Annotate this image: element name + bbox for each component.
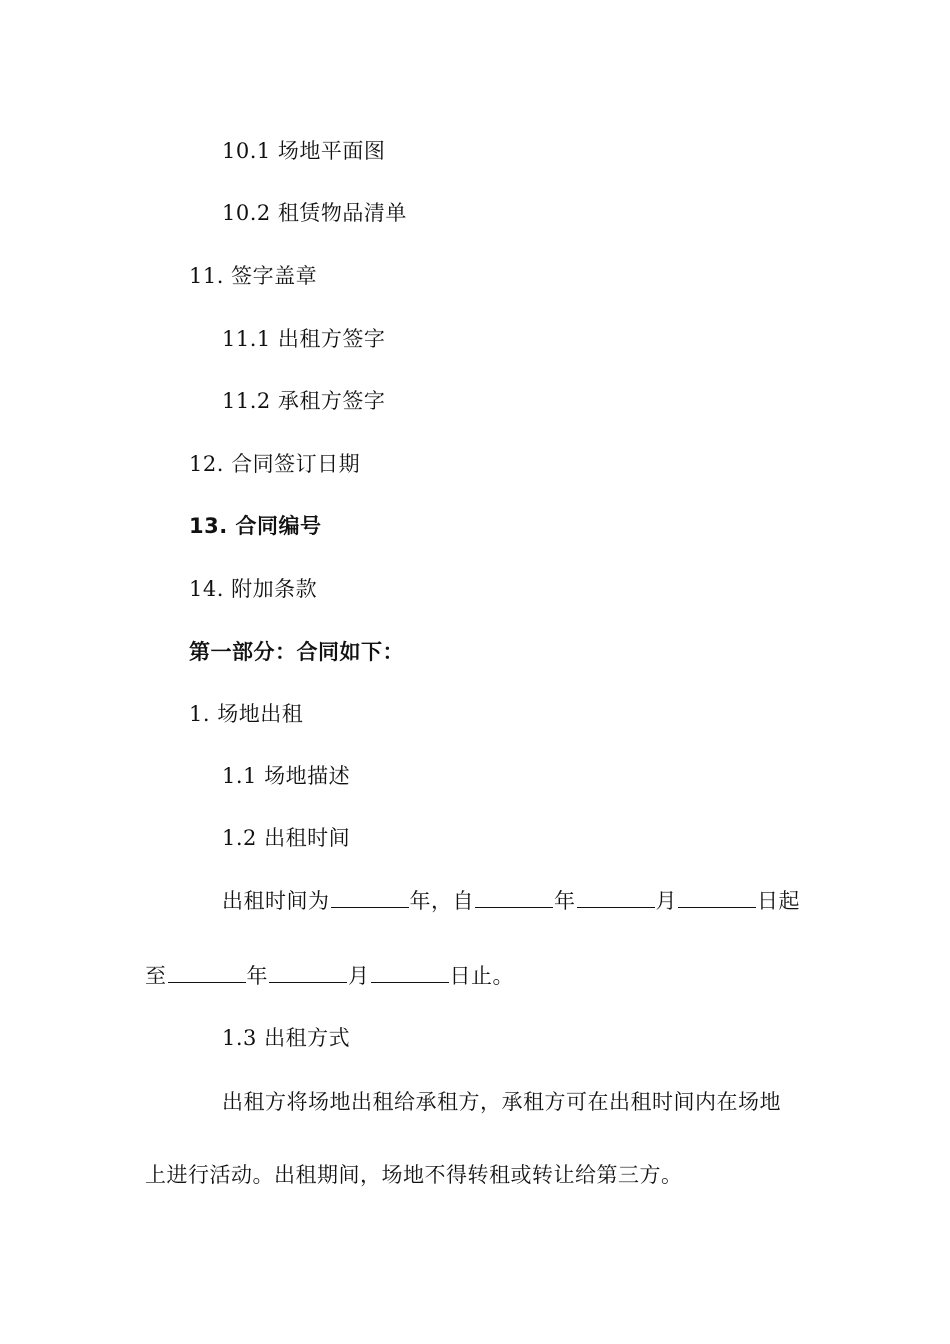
rental-term-text: 出租时间为 <box>222 889 330 913</box>
section-1-2-heading: 1.2 出租时间 <box>222 826 351 850</box>
start-day-blank[interactable] <box>678 889 756 908</box>
toc-item-13: 13. 合同编号 <box>189 514 322 538</box>
rental-term-line-1 <box>222 887 800 915</box>
section-1-heading: 1. 场地出租 <box>189 702 304 726</box>
section-1-3-heading: 1.3 出租方式 <box>222 1026 351 1050</box>
rental-term-text: 月 <box>655 889 677 913</box>
toc-item-11-1: 11.1 出租方签字 <box>222 327 386 351</box>
section-1-1-heading: 1.1 场地描述 <box>222 764 351 788</box>
end-month-blank[interactable] <box>269 964 347 983</box>
start-month-blank[interactable] <box>577 889 655 908</box>
rental-term-text: 日起 <box>757 889 800 913</box>
rental-term-line-2 <box>145 962 514 990</box>
part-heading: 第一部分：合同如下： <box>189 640 404 664</box>
rental-term-text: 年 <box>554 889 576 913</box>
rental-term-text: 年 <box>246 964 268 988</box>
rental-term-text: 至 <box>145 964 167 988</box>
toc-item-11-2: 11.2 承租方签字 <box>222 389 386 413</box>
start-year-blank[interactable] <box>475 889 553 908</box>
rental-term-text: 月 <box>348 964 370 988</box>
toc-item-11: 11. 签字盖章 <box>189 264 318 288</box>
toc-item-12: 12. 合同签订日期 <box>189 452 361 476</box>
toc-item-14: 14. 附加条款 <box>189 577 318 601</box>
rental-method-line-1: 出租方将场地出租给承租方，承租方可在出租时间内在场地 <box>222 1090 781 1114</box>
duration-years-blank[interactable] <box>331 889 409 908</box>
rental-term-text: 日止。 <box>449 964 514 988</box>
rental-term-text: 年，自 <box>409 889 474 913</box>
toc-item-10-2: 10.2 租赁物品清单 <box>222 201 407 225</box>
end-day-blank[interactable] <box>371 964 449 983</box>
rental-method-line-2: 上进行活动。出租期间，场地不得转租或转让给第三方。 <box>145 1163 683 1187</box>
end-year-blank[interactable] <box>168 964 246 983</box>
toc-item-10-1: 10.1 场地平面图 <box>222 139 386 163</box>
